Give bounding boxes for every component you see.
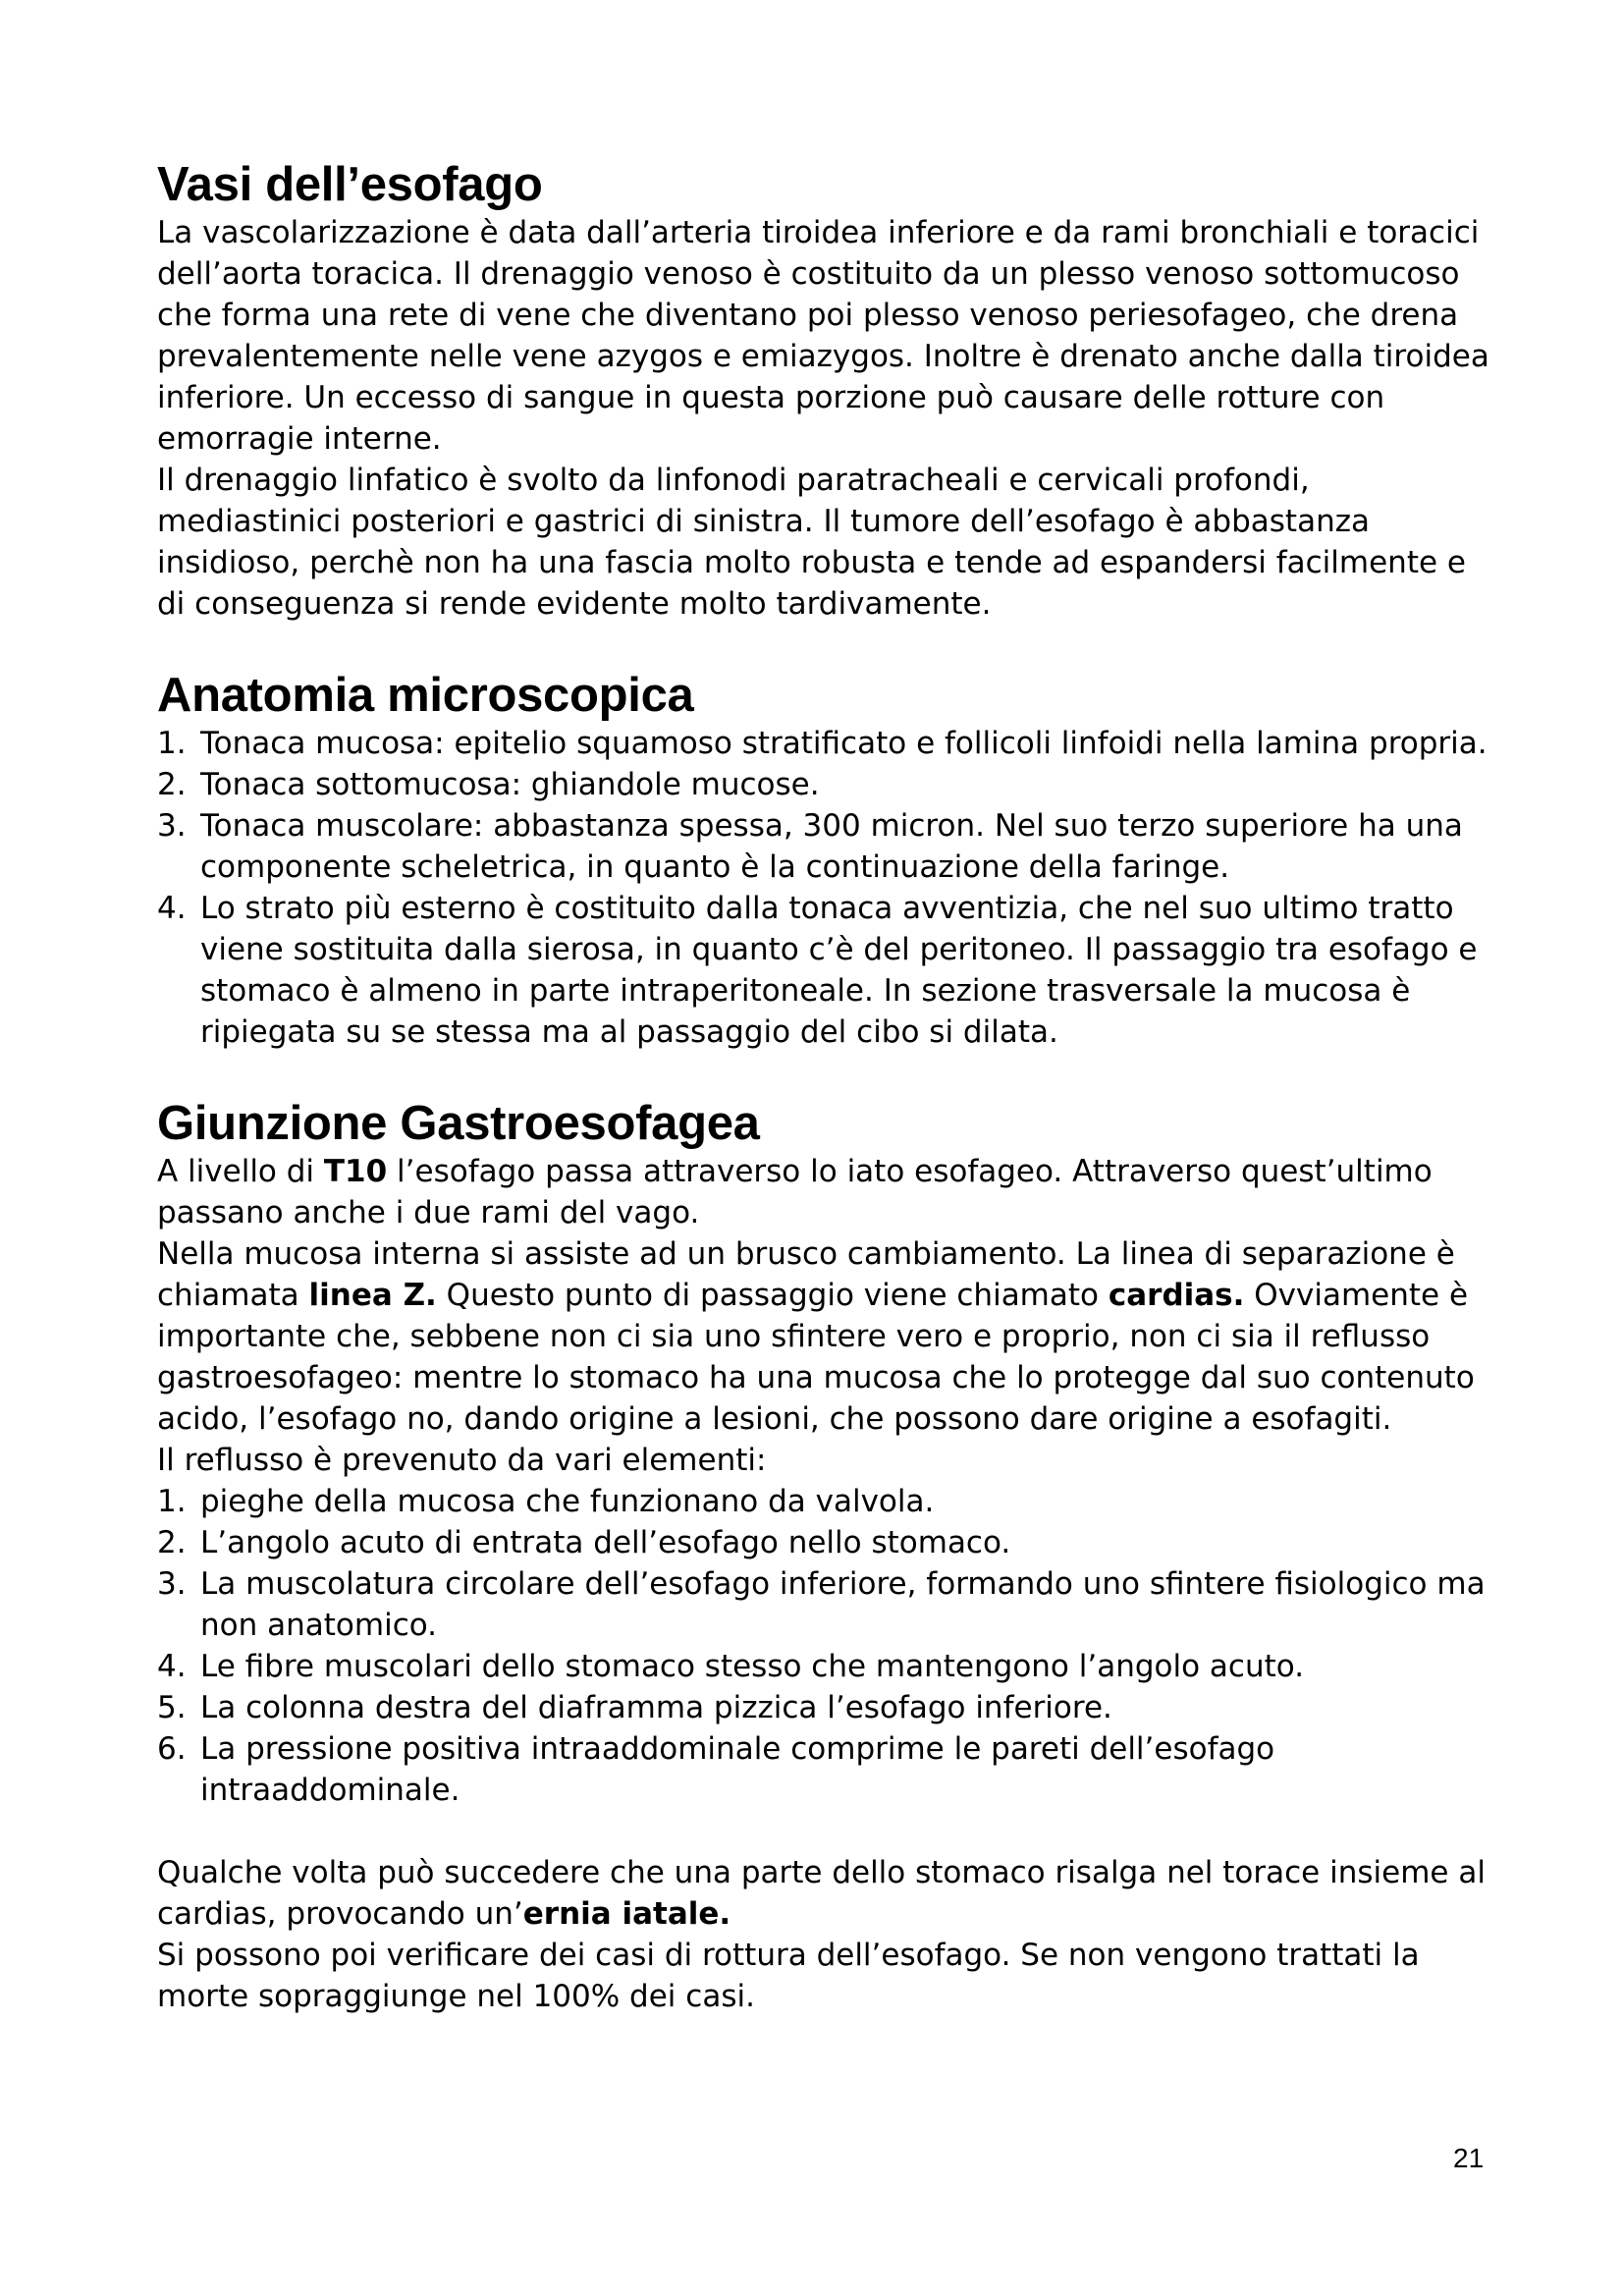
document-page <box>157 157 1492 2017</box>
heading-vasi-esofago: Vasi dell’esofago <box>157 158 543 211</box>
list-item-number: 4. <box>157 1649 187 1684</box>
list-item <box>157 1481 1492 1522</box>
text-run: Ovviamente è importante che, sebbene non ci sia uno sfintere vero e proprio, non ci sia il reflusso gastroesofageo: mentre lo stomaco ha una mucosa che lo protegge dal suo contenuto acido, l’esofago no, dando origine a lesioni, che possono dare origine a esofagiti. <box>157 1278 1475 1437</box>
list-item-text: La muscolatura circolare dell’esofago inferiore, formando uno sfintere fisiologico ma non anatomico. <box>200 1566 1486 1643</box>
reflusso-list <box>157 1481 1492 1811</box>
list-item-text: L’angolo acuto di entrata dell’esofago nello stomaco. <box>200 1525 1011 1560</box>
list-item-number: 1. <box>157 726 187 761</box>
list-item <box>157 1646 1492 1687</box>
list-item-number: 2. <box>157 767 187 802</box>
paragraph-spacer <box>157 1811 1492 1852</box>
text-run: Questo punto di passaggio viene chiamato <box>436 1278 1109 1313</box>
list-item-text: Le fibre muscolari dello stomaco stesso che mantengono l’angolo acuto. <box>200 1649 1305 1684</box>
paragraph-drenaggio-linfatico: Il drenaggio linfatico è svolto da linfonodi paratracheali e cervicali profondi, mediastinici posteriori e gastrici di sinistra. Il tumore dell’esofago è abbastanza insidioso, perchè non ha una fascia molto robusta e tende ad espandersi facilmente e di conseguenza si rende evidente molto tardivamente. <box>157 463 1466 622</box>
list-item <box>157 1728 1492 1811</box>
list-item <box>157 805 1492 888</box>
list-item-text: pieghe della mucosa che funzionano da valvola. <box>200 1484 935 1519</box>
paragraph-rottura-esofago: Si possono poi verificare dei casi di rottura dell’esofago. Se non vengono trattati la morte sopraggiunge nel 100% dei casi. <box>157 1938 1420 2014</box>
bold-term-ernia-iatale: ernia iatale. <box>522 1896 731 1932</box>
page-number: 21 <box>1453 2143 1485 2173</box>
list-item-number: 4. <box>157 891 187 926</box>
bold-term-t10: T10 <box>323 1154 388 1189</box>
list-item-text: La colonna destra del diaframma pizzica l’esofago inferiore. <box>200 1690 1112 1725</box>
list-item-text: Tonaca muscolare: abbastanza spessa, 300 micron. Nel suo terzo superiore ha una componente scheletrica, in quanto è la continuazione della faringe. <box>200 808 1463 885</box>
paragraph-ernia-iatale <box>157 1852 1492 1935</box>
list-item <box>157 764 1492 805</box>
list-item <box>157 1687 1492 1728</box>
heading-anatomia-microscopica: Anatomia microscopica <box>157 669 694 722</box>
list-item-number: 3. <box>157 1566 187 1602</box>
list-item <box>157 888 1492 1053</box>
text-run: Nella mucosa interna si assiste ad un brusco cambiamento. La linea di separazione è chiamata <box>157 1236 1455 1313</box>
list-item-text: Tonaca sottomucosa: ghiandole mucose. <box>200 767 820 802</box>
paragraph-linea-z <box>157 1233 1492 1440</box>
text-run: A livello di <box>157 1154 324 1189</box>
text-run: l’esofago passa attraverso lo iato esofageo. Attraverso quest’ultimo passano anche i due rami del vago. <box>157 1154 1433 1230</box>
paragraph-vascolarizzazione: La vascolarizzazione è data dall’arteria tiroidea inferiore e da rami bronchiali e toracici dell’aorta toracica. Il drenaggio venoso è costituito da un plesso venoso sottomucoso che forma una rete di vene che diventano poi plesso venoso periesofageo, che drena prevalentemente nelle vene azygos e emiazygos. Inoltre è drenato anche dalla tiroidea inferiore. Un eccesso di sangue in questa porzione può causare delle rotture con emorragie interne. <box>157 215 1489 457</box>
list-item-number: 6. <box>157 1731 187 1767</box>
anatomia-list <box>157 723 1492 1053</box>
bold-term-linea-z: linea Z. <box>308 1278 437 1313</box>
list-item-text: Tonaca mucosa: epitelio squamoso stratificato e follicoli linfoidi nella lamina propria. <box>200 726 1488 761</box>
list-item-number: 3. <box>157 808 187 844</box>
bold-term-cardias: cardias. <box>1108 1278 1245 1313</box>
paragraph-t10 <box>157 1151 1492 1233</box>
text-run: Qualche volta può succedere che una parte dello stomaco risalga nel torace insieme al cardias, provocando un’ <box>157 1855 1486 1932</box>
paragraph-reflusso-intro: Il reflusso è prevenuto da vari elementi: <box>157 1443 767 1478</box>
list-item <box>157 723 1492 764</box>
section-spacer <box>157 625 1492 668</box>
list-item <box>157 1522 1492 1563</box>
list-item <box>157 1563 1492 1646</box>
list-item-number: 5. <box>157 1690 187 1725</box>
list-item-number: 2. <box>157 1525 187 1560</box>
section-spacer <box>157 1053 1492 1096</box>
list-item-number: 1. <box>157 1484 187 1519</box>
list-item-text: La pressione positiva intraaddominale comprime le pareti dell’esofago intraaddominale. <box>200 1731 1275 1808</box>
heading-giunzione-gastroesofagea: Giunzione Gastroesofagea <box>157 1097 760 1150</box>
list-item-text: Lo strato più esterno è costituito dalla tonaca avventizia, che nel suo ultimo tratto viene sostituita dalla sierosa, in quanto c’è del peritoneo. Il passaggio tra esofago e stomaco è almeno in parte intraperitoneale. In sezione trasversale la mucosa è ripiegata su se stessa ma al passaggio del cibo si dilata. <box>200 891 1478 1050</box>
